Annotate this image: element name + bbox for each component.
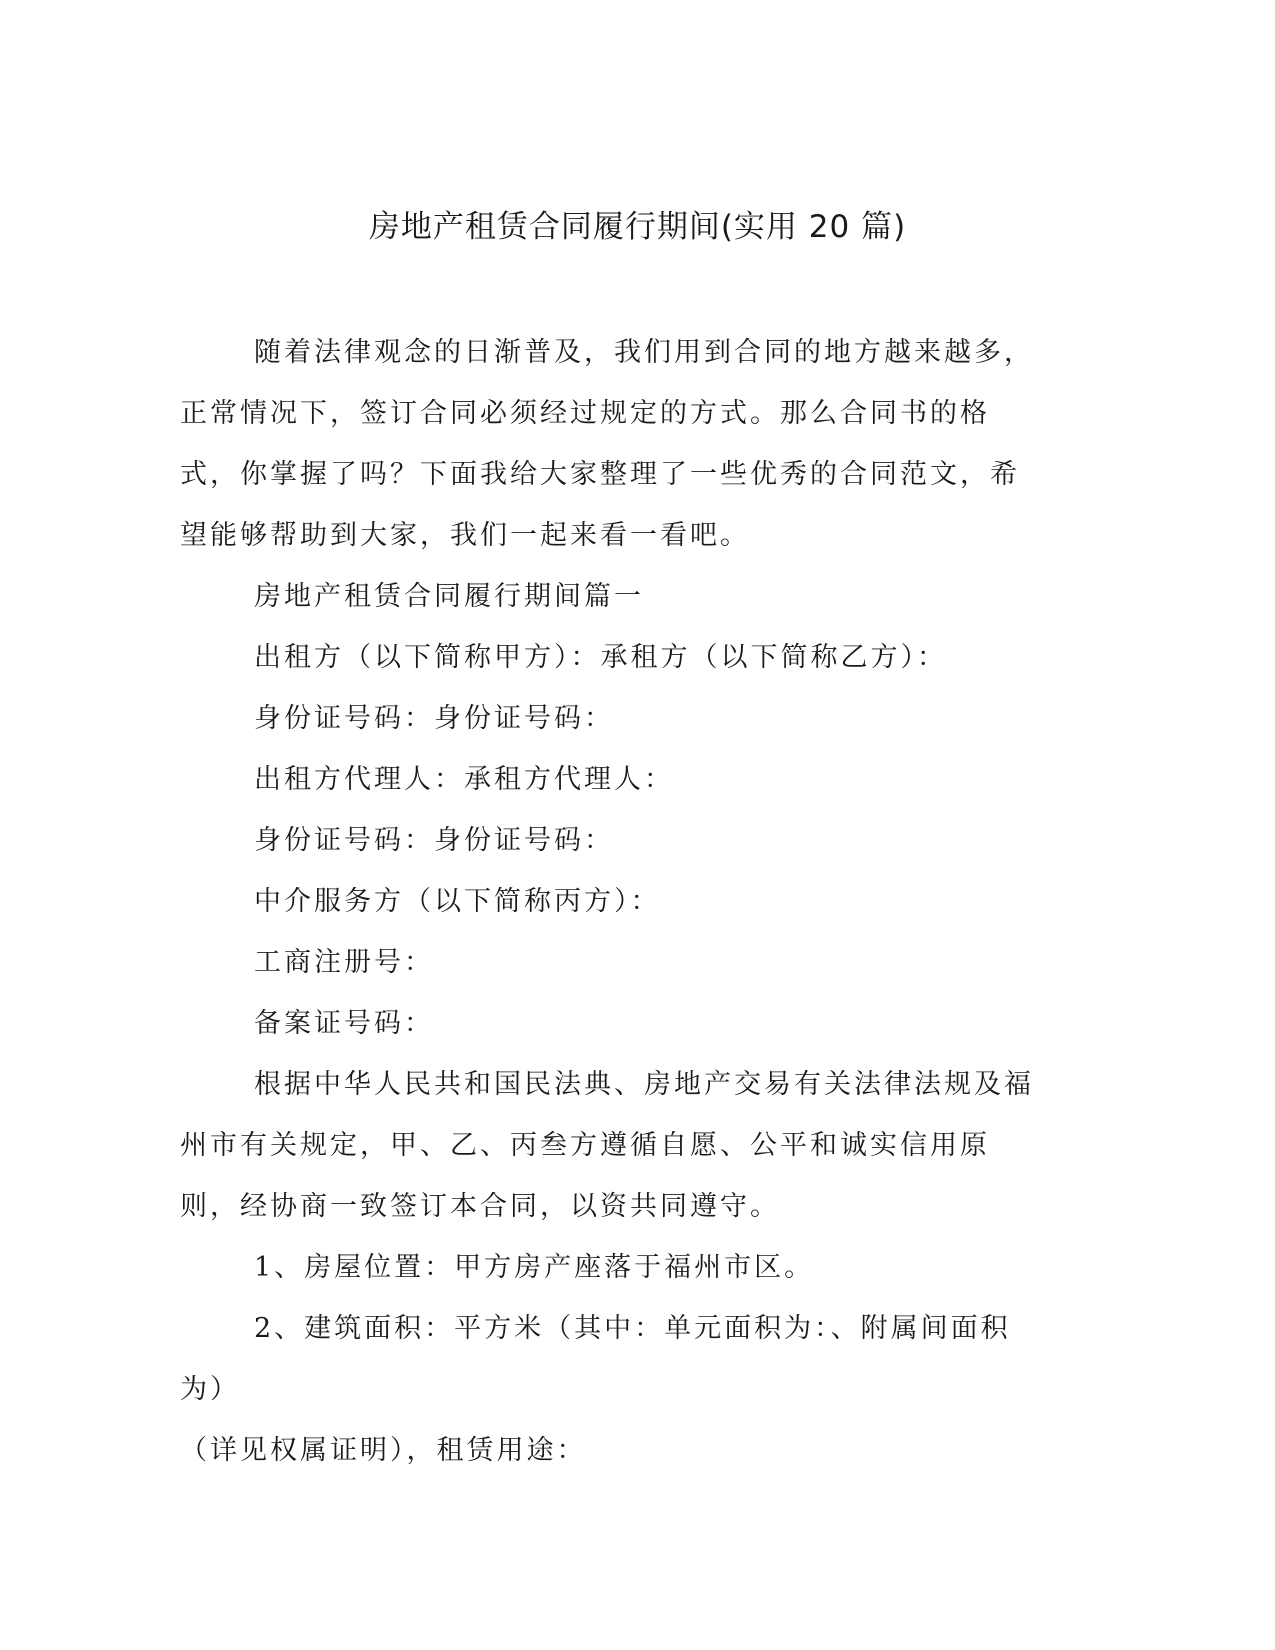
- id-number-line: 身份证号码：身份证号码：: [254, 703, 614, 734]
- business-registration-line: 工商注册号：: [254, 947, 434, 978]
- clause-2-continuation: （详见权属证明），租赁用途：: [180, 1435, 587, 1466]
- intro-paragraph: 随着法律观念的日渐普及，我们用到合同的地方越来越多，正常情况下，签订合同必须经过规定的方式。那么合同书的格式，你掌握了吗？下面我给大家整理了一些优秀的合同范文，希望能够帮助到大家，我们一起来看一看吧。: [180, 337, 1034, 551]
- agent-id-number-line: 身份证号码：身份证号码：: [254, 825, 614, 856]
- intermediary-line: 中介服务方（以下简称丙方）：: [254, 886, 661, 917]
- document-title: 房地产租赁合同履行期间(实用 20 篇): [368, 209, 907, 245]
- lessor-lessee-line: 出租方（以下简称甲方）：承租方（以下简称乙方）：: [254, 642, 947, 673]
- legal-basis-paragraph: 根据中华人民共和国民法典、房地产交易有关法律法规及福州市有关规定，甲、乙、丙叁方遵循自愿、公平和诚实信用原则，经协商一致签订本合同，以资共同遵守。: [180, 1069, 1034, 1222]
- agent-line: 出租方代理人：承租方代理人：: [254, 764, 674, 795]
- clause-2-area: 2、建筑面积：平方米（其中：单元面积为：、附属间面积为）: [180, 1313, 1011, 1405]
- section-heading: 房地产租赁合同履行期间篇一: [254, 581, 644, 612]
- filing-number-line: 备案证号码：: [254, 1008, 434, 1039]
- clause-1-location: 1、房屋位置：甲方房产座落于福州市区。: [254, 1252, 815, 1283]
- document-body: [180, 322, 1035, 1481]
